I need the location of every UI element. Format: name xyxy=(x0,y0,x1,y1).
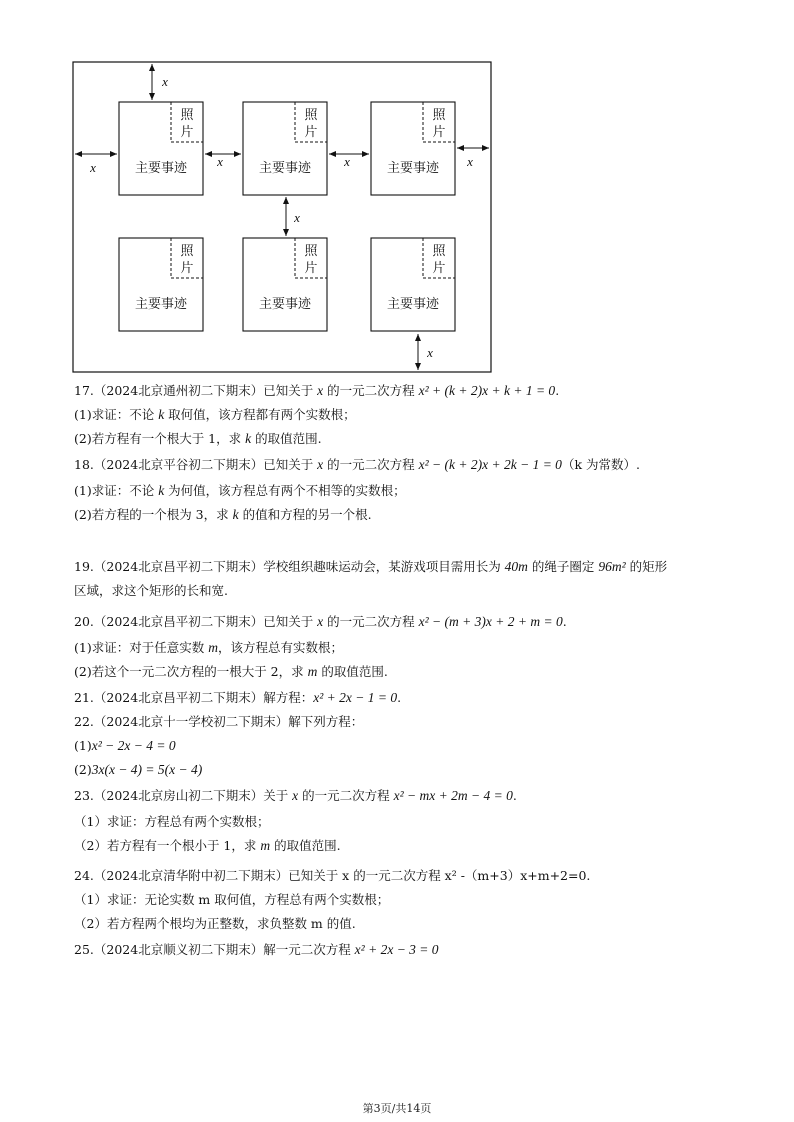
problem-var: 40m xyxy=(504,559,528,574)
problem-lead: 21.（2024北京昌平初二下期末）解方程： xyxy=(74,690,314,705)
card-caption: 主要事迹 xyxy=(134,297,188,312)
problem-mid: 的一元二次方程 xyxy=(323,383,419,398)
problem-line-18-1 xyxy=(74,483,406,499)
photo-label: 照 xyxy=(180,108,194,123)
problem-var: x xyxy=(317,383,324,398)
spacing-label-x: x xyxy=(427,345,433,360)
problem-tail: （k 为常数）. xyxy=(561,457,640,472)
problem-eq: x² − 2x − 4 = 0 xyxy=(91,738,176,753)
photo-label: 片 xyxy=(180,125,194,140)
problem-tail: . xyxy=(562,614,567,629)
problem-line-22-1 xyxy=(74,738,176,754)
problem-line-17 xyxy=(74,383,559,399)
problem-eq: 3x(x − 4) = 5(x − 4) xyxy=(91,762,203,777)
problem-lead: 18.（2024北京平谷初二下期末）已知关于 xyxy=(74,457,318,472)
problem-mid: 的一元二次方程 xyxy=(323,614,419,629)
problem-line-17-2 xyxy=(74,431,322,447)
problem-eq: 96m² xyxy=(598,559,626,574)
photo-label: 照 xyxy=(432,244,446,259)
problem-mid: 的取值范围. xyxy=(270,838,341,853)
problem-line-19 xyxy=(74,559,667,575)
problem-lead: 20.（2024北京昌平初二下期末）已知关于 xyxy=(74,614,318,629)
problem-line-25 xyxy=(74,942,439,958)
problem-line-22-2 xyxy=(74,762,202,778)
dimension-arrow xyxy=(418,334,433,370)
problem-lead: （2）若方程两个根均为正整数，求负整数 m 的值. xyxy=(74,916,356,931)
problem-line-23-1 xyxy=(74,814,269,830)
photo-label: 照 xyxy=(432,108,446,123)
photo-label: 片 xyxy=(304,125,318,140)
spacing-label-x: x xyxy=(90,160,96,175)
problem-line-24 xyxy=(74,868,590,884)
problem-mid: 的取值范围. xyxy=(317,664,388,679)
problem-eq: x² + (k + 2)x + k + 1 = 0 xyxy=(418,383,556,398)
spacing-label-x: x xyxy=(294,210,300,225)
problem-lead: (1) xyxy=(74,738,92,753)
problem-eq: x² + 2x − 1 = 0 xyxy=(313,690,398,705)
problem-line-23-2 xyxy=(74,838,341,854)
problem-line-20-1 xyxy=(74,640,343,656)
problem-mid: 的一元二次方程 xyxy=(298,788,394,803)
card-caption: 主要事迹 xyxy=(134,161,188,176)
problem-var: k xyxy=(158,407,165,422)
problem-line-19-2 xyxy=(74,583,228,599)
problem-lead: (2)若这个一元二次方程的一根大于 2，求 xyxy=(74,664,308,679)
card-caption: 主要事迹 xyxy=(258,297,312,312)
problem-mid: 为何值，该方程总有两个不相等的实数根； xyxy=(164,483,406,498)
problem-lead: (1)求证：不论 xyxy=(74,407,159,422)
problem-eq: x² − (k + 2)x + 2k − 1 = 0 xyxy=(418,457,562,472)
problem-mid: 的一元二次方程 xyxy=(323,457,419,472)
problem-mid: 的值和方程的另一个根. xyxy=(238,507,372,522)
problem-var: m xyxy=(307,664,318,679)
problem-line-20-2 xyxy=(74,664,388,680)
problem-lead: 23.（2024北京房山初二下期末）关于 xyxy=(74,788,293,803)
problem-lead: 25.（2024北京顺义初二下期末）解一元二次方程 xyxy=(74,942,355,957)
problem-line-18-2 xyxy=(74,507,372,523)
problem-line-24-2 xyxy=(74,916,356,932)
problem-line-21 xyxy=(74,690,401,706)
problem-var: m xyxy=(208,640,218,655)
spacing-label-x: x xyxy=(217,154,223,169)
problem-line-23 xyxy=(74,788,517,804)
photo-label: 照 xyxy=(180,244,194,259)
achievement-card xyxy=(119,238,203,331)
problem-mid: 的绳子圈定 xyxy=(527,559,599,574)
problem-lead: (1)求证：对于任意实数 xyxy=(74,640,209,655)
problem-line-20 xyxy=(74,614,567,630)
problem-var: x xyxy=(317,457,324,472)
achievement-card xyxy=(371,102,455,195)
problem-lead: (2)若方程有一个根大于 1，求 xyxy=(74,431,246,446)
problem-lead: 区域，求这个矩形的长和宽. xyxy=(74,583,228,598)
problem-lead: （1）求证：方程总有两个实数根； xyxy=(74,814,270,829)
problem-tail: . xyxy=(512,788,517,803)
spacing-label-x: x xyxy=(162,74,168,89)
problem-line-17-1 xyxy=(74,407,356,423)
photo-label: 照 xyxy=(304,108,318,123)
problem-lead: (1)求证：不论 xyxy=(74,483,159,498)
problem-var: k xyxy=(245,431,252,446)
problem-lead: （2）若方程有一个根小于 1，求 xyxy=(74,838,261,853)
dimension-arrow xyxy=(286,197,300,236)
layout-diagram xyxy=(0,0,794,380)
photo-label: 片 xyxy=(432,261,446,276)
problem-tail: 的矩形 xyxy=(625,559,668,574)
achievement-card xyxy=(371,238,455,331)
card-caption: 主要事迹 xyxy=(386,297,440,312)
dimension-arrow xyxy=(205,154,241,169)
problem-mid: 取何值，该方程都有两个实数根； xyxy=(164,407,356,422)
problem-line-22 xyxy=(74,714,363,730)
achievement-card xyxy=(119,102,203,195)
problem-lead: 17.（2024北京通州初二下期末）已知关于 xyxy=(74,383,318,398)
problem-lead: 19.（2024北京昌平初二下期末）学校组织趣味运动会，某游戏项目需用长为 xyxy=(74,559,505,574)
problem-mid: ，该方程总有实数根； xyxy=(217,640,343,655)
problem-lead: (2) xyxy=(74,762,92,777)
problem-eq: x² − mx + 2m − 4 = 0 xyxy=(393,788,513,803)
spacing-label-x: x xyxy=(467,154,473,169)
problem-var: x xyxy=(317,614,324,629)
photo-label: 照 xyxy=(304,244,318,259)
problem-lead: (2)若方程的一个根为 3，求 xyxy=(74,507,233,522)
problem-tail: . xyxy=(555,383,560,398)
problem-var: k xyxy=(158,483,165,498)
problem-eq: x² − (m + 3)x + 2 + m = 0 xyxy=(418,614,563,629)
card-caption: 主要事迹 xyxy=(386,161,440,176)
dimension-arrow xyxy=(152,64,168,100)
problem-var: k xyxy=(232,507,239,522)
problem-lead: 24.（2024北京清华附中初二下期末）已知关于 x 的一元二次方程 x² -（m+3）x+m+2=0. xyxy=(74,868,591,883)
card-caption: 主要事迹 xyxy=(258,161,312,176)
problem-var: x xyxy=(292,788,299,803)
problem-line-18 xyxy=(74,457,640,473)
problem-var: m xyxy=(260,838,271,853)
problem-eq: x² + 2x − 3 = 0 xyxy=(354,942,439,957)
photo-label: 片 xyxy=(432,125,446,140)
achievement-card xyxy=(243,102,327,195)
photo-label: 片 xyxy=(304,261,318,276)
spacing-label-x: x xyxy=(344,154,350,169)
outer-board xyxy=(73,62,491,372)
problem-lead: （1）求证：无论实数 m 取何值，方程总有两个实数根； xyxy=(74,892,390,907)
page-footer: 第3页/共14页 xyxy=(362,1102,432,1115)
dimension-arrow xyxy=(457,148,489,169)
dimension-arrow xyxy=(75,154,117,175)
achievement-card xyxy=(243,238,327,331)
photo-label: 片 xyxy=(180,261,194,276)
problem-lead: 22.（2024北京十一学校初二下期末）解下列方程： xyxy=(74,714,364,729)
dimension-arrow xyxy=(329,154,369,169)
problem-tail: . xyxy=(397,690,402,705)
problem-mid: 的取值范围. xyxy=(251,431,322,446)
problem-line-24-1 xyxy=(74,892,389,908)
